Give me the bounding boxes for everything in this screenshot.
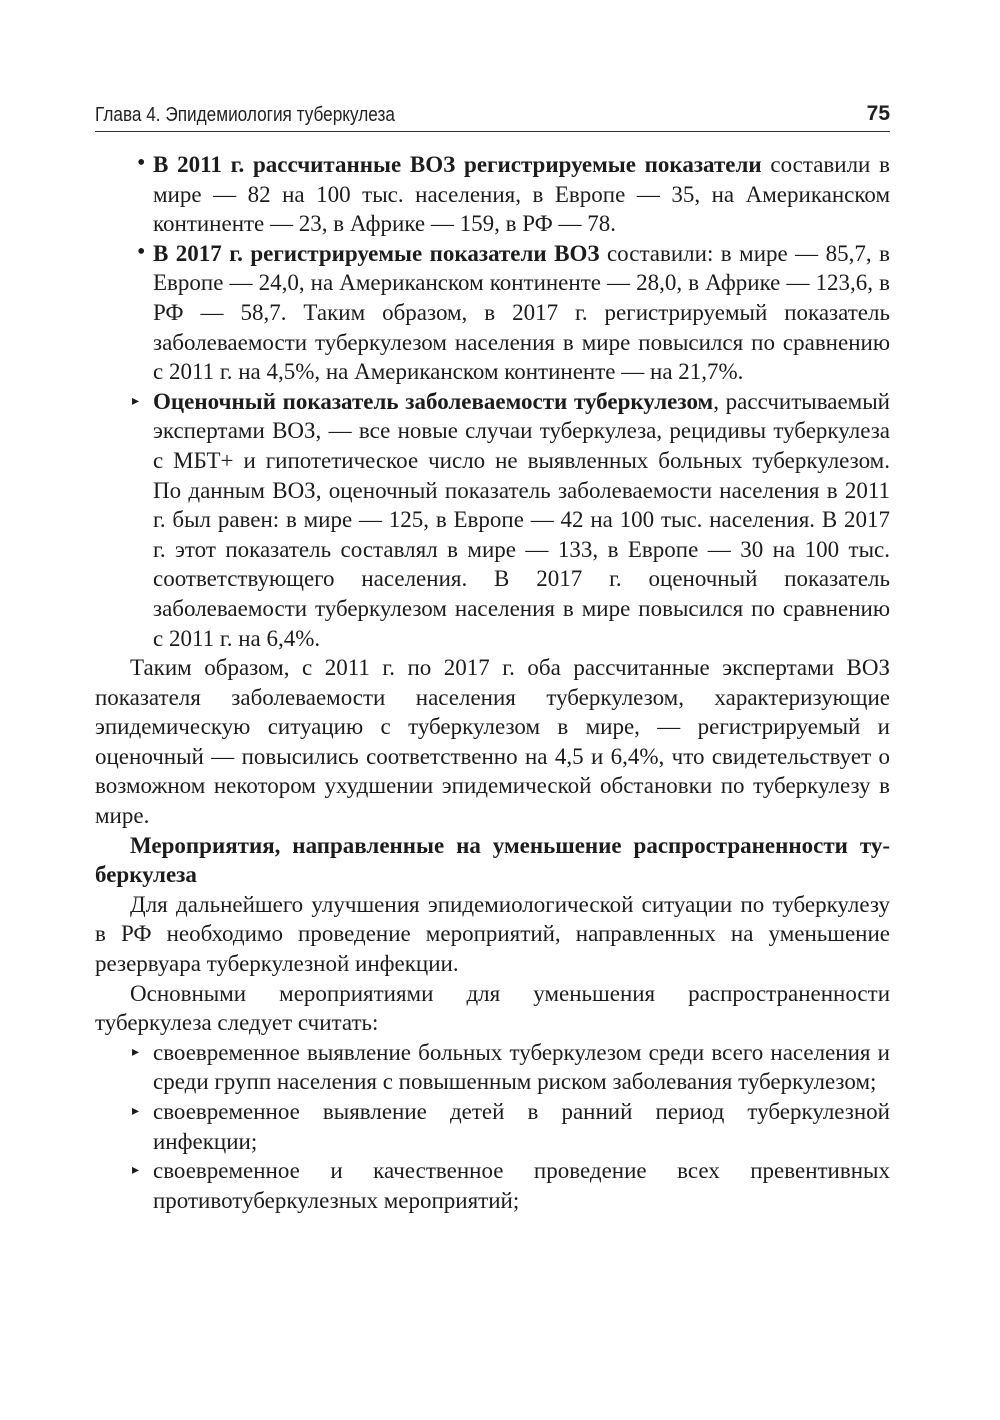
list-item-lead: В 2011 г. рассчитанные ВОЗ регистрируемые показатели [153, 152, 762, 177]
list-item-text: своевременное выявление больных туберкулезом среди всего населения и среди групп населения с повышенным риском заболевания туберкулезом; [153, 1039, 890, 1095]
list-item-text: своевременное выявление детей в ранний период туберкулезной инфекции; [153, 1099, 890, 1154]
running-header [95, 100, 890, 130]
triangle-bullet-icon: ▸ [132, 1163, 140, 1179]
paragraph: Основными мероприятиями для уменьшения распространенности туберкулеза следует считать: [95, 980, 890, 1036]
list-item [95, 1038, 890, 1097]
list-item [95, 150, 890, 239]
list-item-lead: Оценочный показатель заболеваемости туберкулезом [153, 388, 714, 414]
list-item [95, 1097, 890, 1156]
list-item-text: составили в мире — 82 на 100 тыс. населения, в Европе — 35, на Американском континенте — 23, в Африке — 159, в РФ — 78. [153, 152, 890, 237]
list-item-text: составили: в мире — 85,7, в Европе — 24,0, на Американском континенте — 28,0, в Африке — 123,6, в РФ — 58,7. Таким образом, в 2017 г. регистрируемый показатель заболеваемости туберкулезом населения в мире повысился по сравнению с 2011 г. на 4,5%, на Американском континенте — на 21,7%. [153, 240, 890, 385]
list-item [95, 1156, 890, 1215]
bullet-dot-icon: • [137, 238, 146, 265]
page-number: 75 [866, 102, 890, 125]
triangle-bullet-icon: ▸ [132, 393, 140, 409]
triangle-bullet-icon: ▸ [132, 1044, 140, 1060]
paragraph: Для дальнейшего улучшения эпидемиологической ситуации по туберкулезу в РФ необходимо проведение мероприятий, направленных на уменьшение резервуара туберкулезной инфекции. [95, 891, 890, 977]
page-body [95, 150, 890, 1215]
list-item [95, 239, 890, 387]
estimate-list-item [95, 387, 890, 653]
bullet-dot-icon: • [137, 150, 146, 176]
header-rule [95, 131, 890, 132]
triangle-bullet-icon: ▸ [132, 1104, 140, 1119]
list-item-lead: В 2017 г. регистрируемые показатели ВОЗ [153, 240, 600, 266]
chapter-title: Глава 4. Эпидемиология туберкулеза [95, 104, 395, 126]
section-heading: Мероприятия, направленные на уменьшение распространенности туберкулеза [95, 832, 890, 888]
conclusion-paragraph: Таким образом, с 2011 г. по 2017 г. оба рассчитанные экспертами ВОЗ показателя заболеваемости населения туберкулезом, характеризующие эпидемическую ситуацию с туберкулезом в мире, — регистрируемый и оценочный — повысились соответственно на 4,5 и 6,4%, что свидетельствует о возможном некотором ухудшении эпидемической обстановки по туберкулезу в мире. [95, 655, 890, 829]
list-item-text: , рассчитываемый экспертами ВОЗ, — все новые случаи туберкулеза, рецидивы туберкулеза с МБТ+ и гипотетическое число не выявленных больных туберкулезом. По данным ВОЗ, оценочный показатель заболеваемости населения в 2011 г. был равен: в мире — 125, в Европе — 42 на 100 тыс. населения. В 2017 г. этот показатель составлял в мире — 133, в Европе — 30 на 100 тыс. соответствующего населения. В 2017 г. оценочный показатель заболеваемости туберкулезом населения в мире повысился по сравнению с 2011 г. на 6,4%. [153, 388, 890, 651]
list-item-text: своевременное и качественное проведение всех превентивных противотуберкулезных мероприятий; [153, 1158, 890, 1213]
